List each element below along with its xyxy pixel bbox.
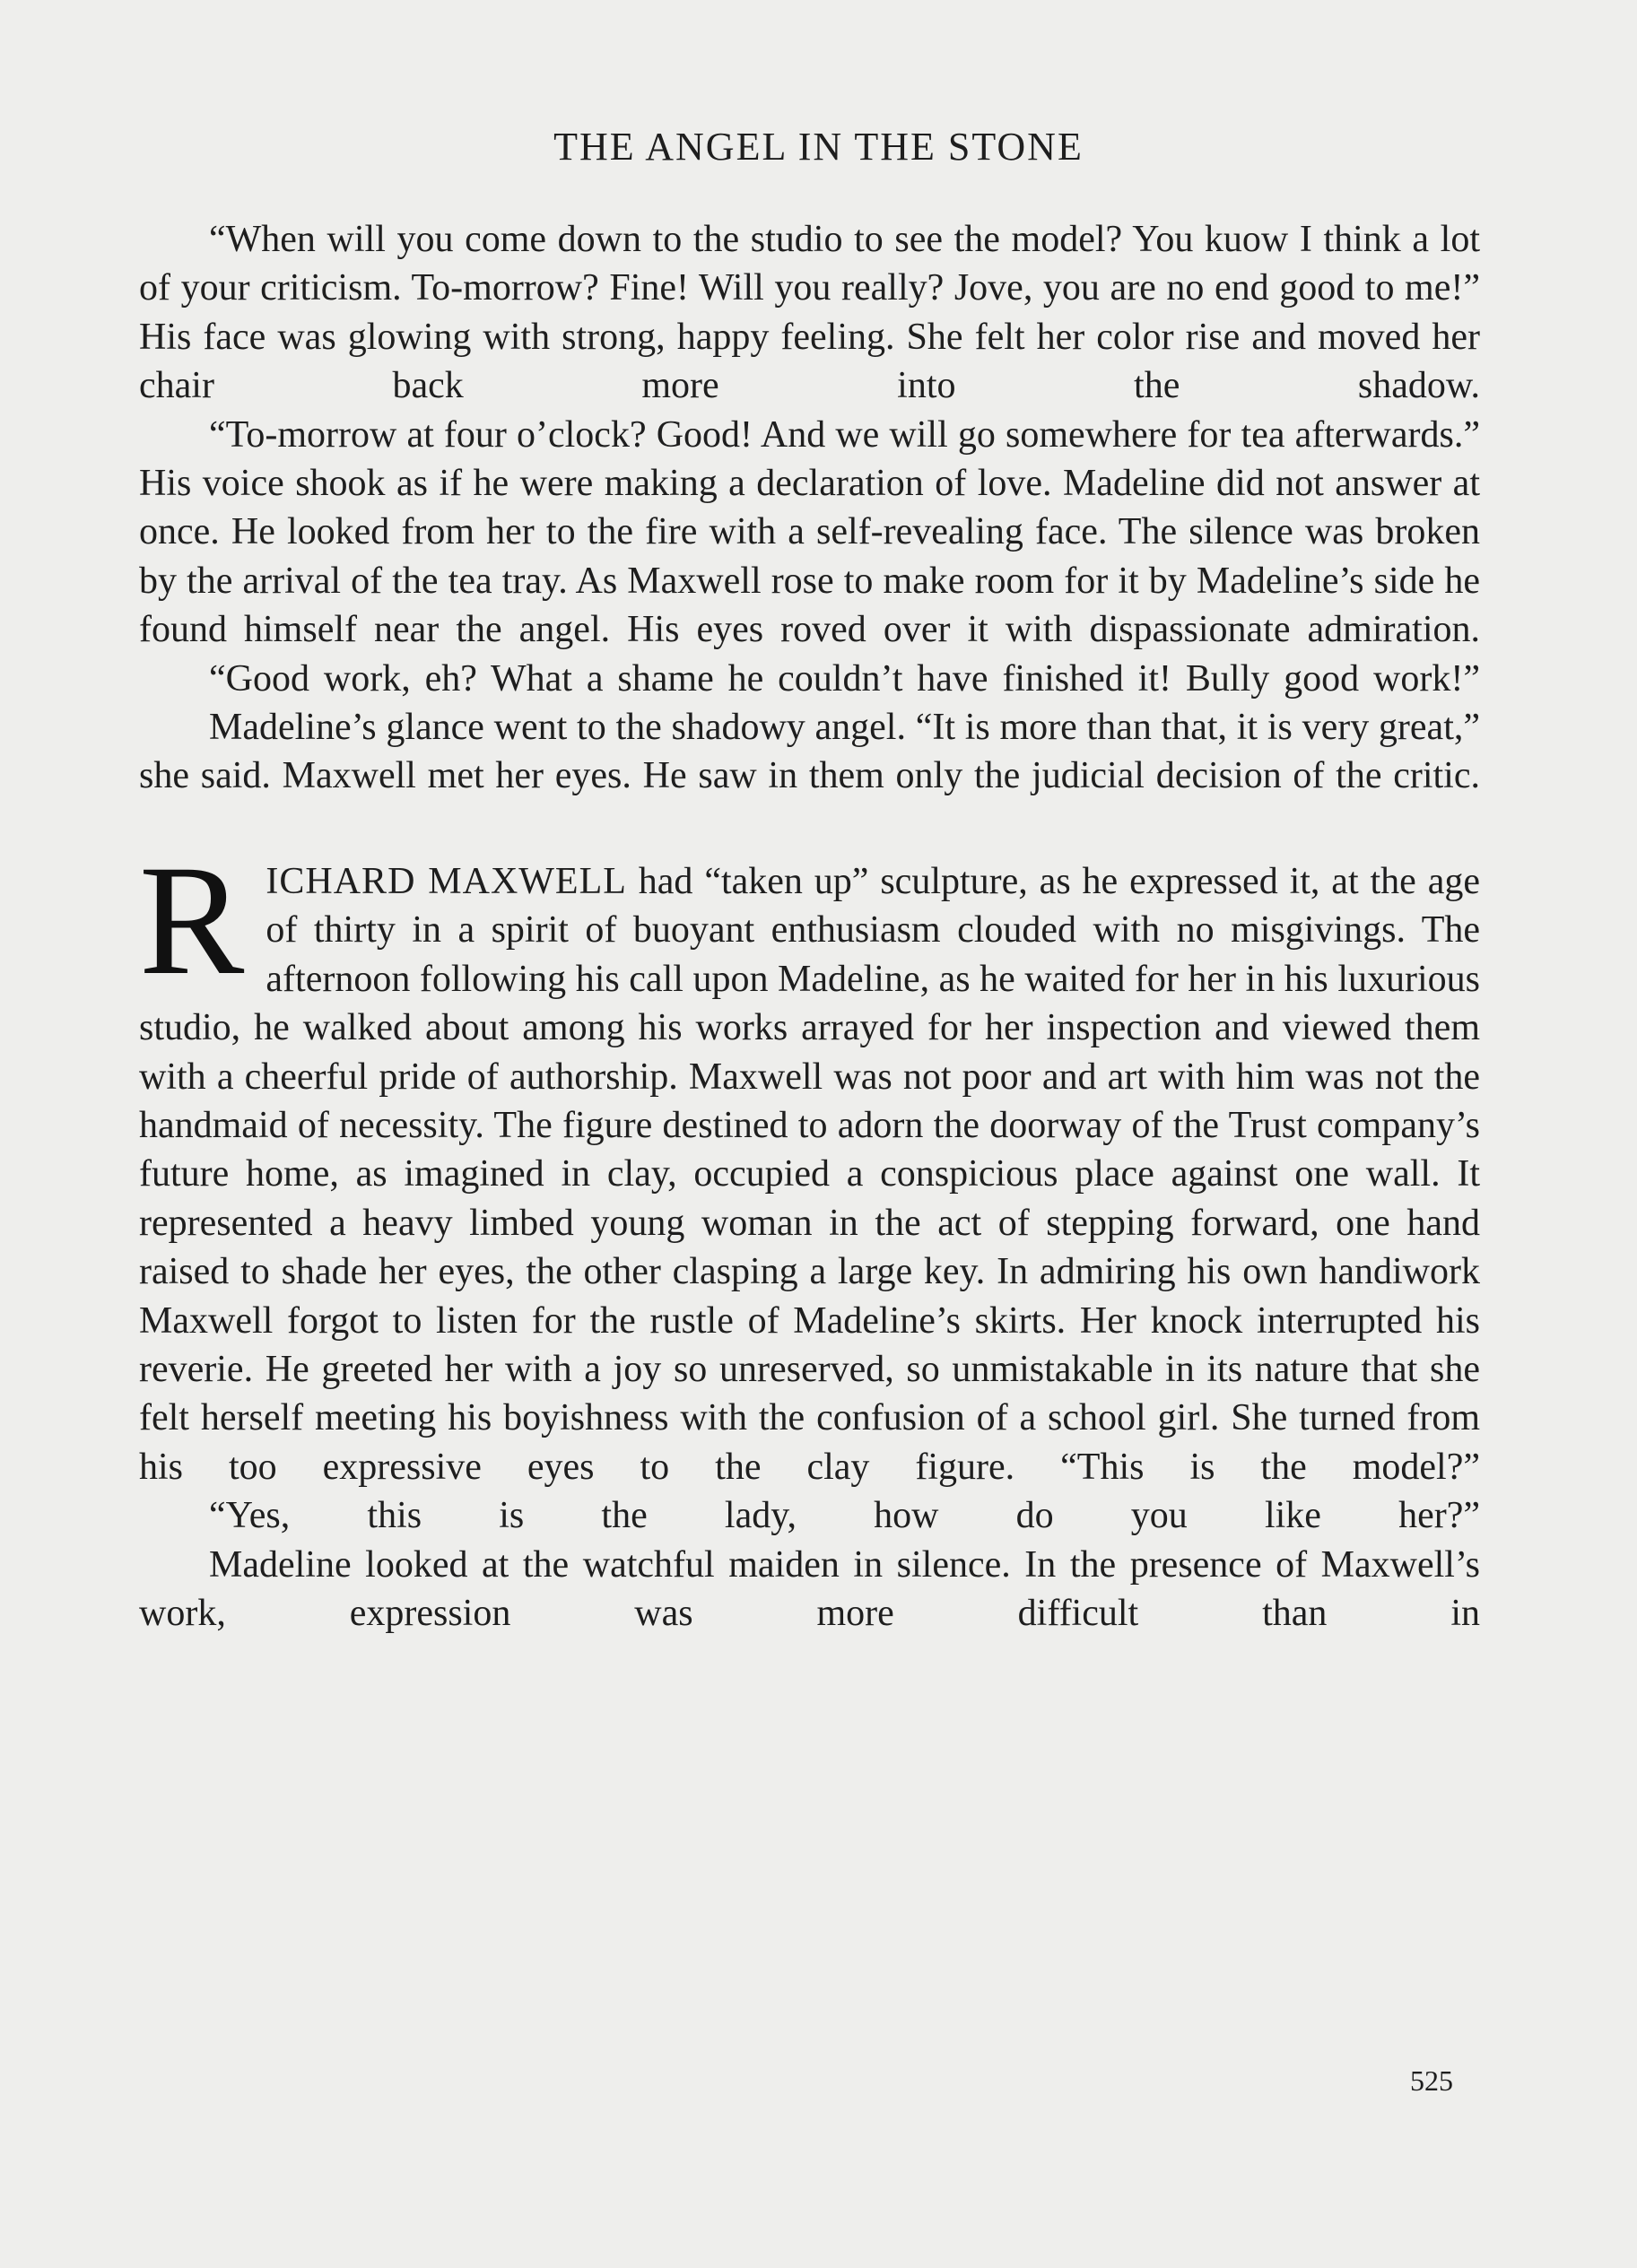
page-number: 525 xyxy=(1410,2064,1453,2097)
paragraph: “To-morrow at four o’clock? Good! And we will go somewhere for tea afterwards.” His voice shook as if he were making a declaration of love. Madeline did not answer at once. He looked from her to the fire with a self-revealing face. The silence was broken by the arrival of the tea tray. As Maxwell rose to make room for it by Madeline’s side he found himself near the angel. His eyes roved over it with dispassionate admiration. xyxy=(139,413,1480,651)
paragraph: Madeline looked at the watchful maiden in silence. In the presence of Maxwell’s work, expression was more difficult than in xyxy=(139,1543,1480,1634)
body-text xyxy=(139,215,1480,1638)
opening-small-caps: ICHARD MAXWELL xyxy=(266,860,627,902)
drop-cap: R xyxy=(139,832,245,1008)
paragraph: “Good work, eh? What a shame he couldn’t have finished it! Bully good work!” xyxy=(209,657,1480,700)
opening-text: had “taken up” sculpture, as he expressed it, at the age of thirty in a spirit of buoyant enthusiasm clouded with no misgivings. The afternoon following his call upon Madeline, as he waited for her in his luxurious studio, he walked about among his works arrayed for her inspection and viewed them with a cheerful pride of authorship. Maxwell was not poor and art with him was not the handmaid of necessity. The figure destined to adorn the doorway of the Trust company’s future home, as imagined in clay, occupied a conspicious place against one wall. It represented a heavy limbed young woman in the act of stepping forward, one hand raised to shade her eyes, the other clasping a large key. In admiring his own handiwork Maxwell forgot to listen for the rustle of Madeline’s skirts. Her knock interrupted his reverie. He greeted her with a joy so unreserved, so unmistakable in its nature that she felt herself meeting his boyishness with the confusion of a school girl. She turned from his too expressive eyes to the clay figure. “This is the model?” xyxy=(139,860,1480,1488)
section-opening-paragraph xyxy=(139,832,1480,1491)
paragraph: “When will you come down to the studio to see the model? You kuow I think a lot of your criticism. To-morrow? Fine! Will you really? Jove, you are no end good to me!” His face was glowing with strong, happy feeling. She felt her color rise and moved her chair back more into the shadow. xyxy=(139,219,1480,407)
running-title: THE ANGEL IN THE STONE xyxy=(553,125,1084,169)
section-break xyxy=(139,801,1480,857)
paragraph: “Yes, this is the lady, how do you like her?” xyxy=(209,1495,1480,1537)
paragraph: Madeline’s glance went to the shadowy angel. “It is more than that, it is very great,” she said. Maxwell met her eyes. He saw in them only the judicial decision of the critic. xyxy=(139,707,1480,797)
